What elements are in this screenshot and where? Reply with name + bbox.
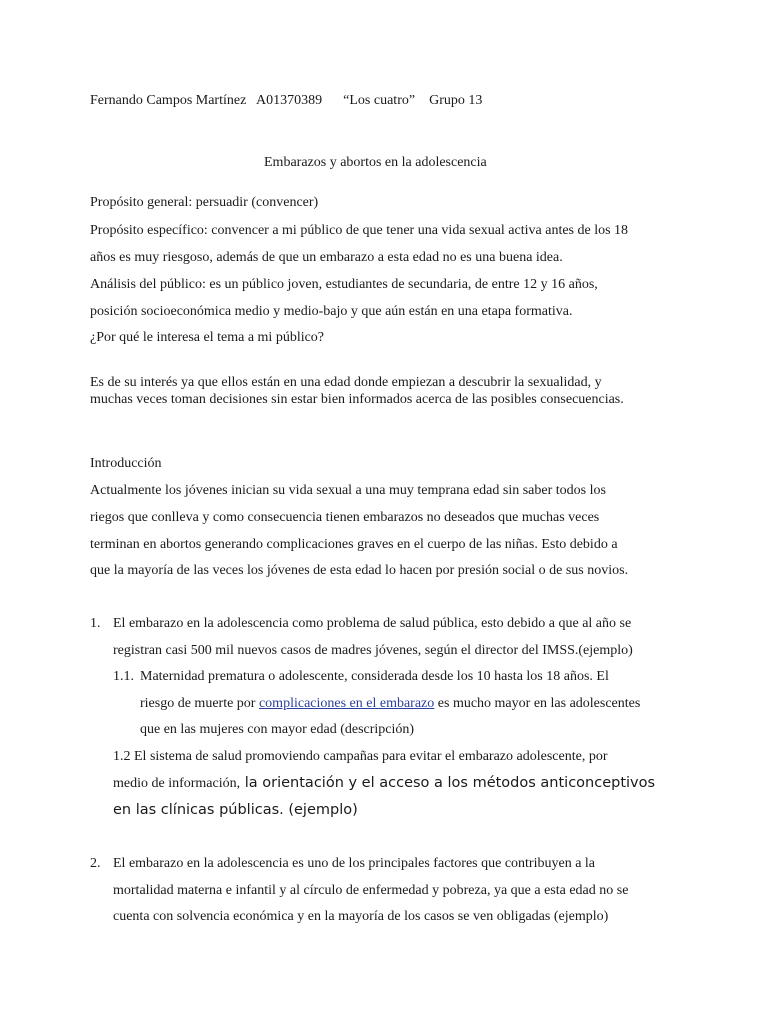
point-2-line-1: El embarazo en la adolescencia es uno de los principales factores que contribuyen a la (113, 856, 596, 871)
point-1-2-line-2 (113, 774, 655, 793)
intro-line-3: terminan en abortos generando complicaciones graves en el cuerpo de las niñas. Esto debido a (90, 537, 618, 552)
audience-analysis-line-1: Análisis del público: es un público joven, estudiantes de secundaria, de entre 12 y 16 años, (90, 277, 598, 292)
group-label: Grupo 13 (429, 93, 483, 108)
point-1-1-line-3: que en las mujeres con mayor edad (descripción) (140, 722, 415, 737)
point-1-number: 1. (90, 616, 101, 631)
header-line (90, 92, 482, 110)
point-1-line-2: registran casi 500 mil nuevos casos de madres jóvenes, según el director del IMSS.(ejemplo) (113, 643, 633, 658)
intro-line-4: que la mayoría de las veces los jóvenes de esta edad lo hacen por presión social o de sus novios. (90, 563, 629, 578)
point-1-1-text-pre: riesgo de muerte por (140, 696, 259, 711)
audience-analysis-line-2: posición socioeconómica medio y medio-bajo y que aún están en una etapa formativa. (90, 304, 573, 319)
point-1-1-line-1: Maternidad prematura o adolescente, considerada desde los 10 hasta los 18 años. El (140, 669, 609, 684)
point-1-line-1: El embarazo en la adolescencia como problema de salud pública, esto debido a que al año se (113, 616, 632, 631)
author-name: Fernando Campos Martínez (90, 93, 247, 108)
interest-line-1: Es de su interés ya que ellos están en una edad donde empiezan a descubrir la sexualidad, y (90, 375, 602, 390)
complications-link[interactable]: complicaciones en el embarazo (258, 696, 435, 711)
general-purpose: Propósito general: persuadir (convencer) (90, 195, 319, 210)
point-1-2-line-1: 1.2 El sistema de salud promoviendo campañas para evitar el embarazo adolescente, por (113, 749, 608, 764)
point-2-number: 2. (90, 856, 101, 871)
intro-line-2: riegos que conlleva y como consecuencia tienen embarazos no deseados que muchas veces (90, 510, 600, 525)
point-2-line-3: cuenta con solvencia económica y en la mayoría de los casos se ven obligadas (ejemplo) (113, 909, 609, 924)
point-1-2-line-3: en las clínicas públicas. (ejemplo) (113, 802, 358, 818)
point-1-1-line-2 (140, 695, 640, 713)
point-2-line-2: mortalidad materna e infantil y al círculo de enfermedad y pobreza, ya que a esta edad no se (113, 883, 629, 898)
point-1-2-text-serif: medio de información, (113, 776, 241, 791)
student-id: A01370389 (256, 93, 323, 108)
document-title: Embarazos y abortos en la adolescencia (264, 155, 487, 170)
point-1-1-text-post: es mucho mayor en las adolescentes (434, 696, 641, 711)
specific-purpose-line-1: Propósito específico: convencer a mi público de que tener una vida sexual activa antes de los 18 (90, 223, 629, 238)
specific-purpose-line-2: años es muy riesgoso, además de que un embarazo a esta edad no es una buena idea. (90, 250, 563, 265)
audience-question: ¿Por qué le interesa el tema a mi público? (90, 330, 325, 345)
interest-line-2: muchas veces toman decisiones sin estar bien informados acerca de las posibles consecuencias. (90, 392, 624, 407)
point-1-1-number: 1.1. (113, 669, 134, 684)
intro-heading: Introducción (90, 456, 162, 471)
intro-line-1: Actualmente los jóvenes inician su vida sexual a una muy temprana edad sin saber todos los (90, 483, 606, 498)
point-1-2-text-sans: la orientación y el acceso a los métodos anticonceptivos (240, 775, 656, 791)
team-name: “Los cuatro” (343, 93, 416, 108)
